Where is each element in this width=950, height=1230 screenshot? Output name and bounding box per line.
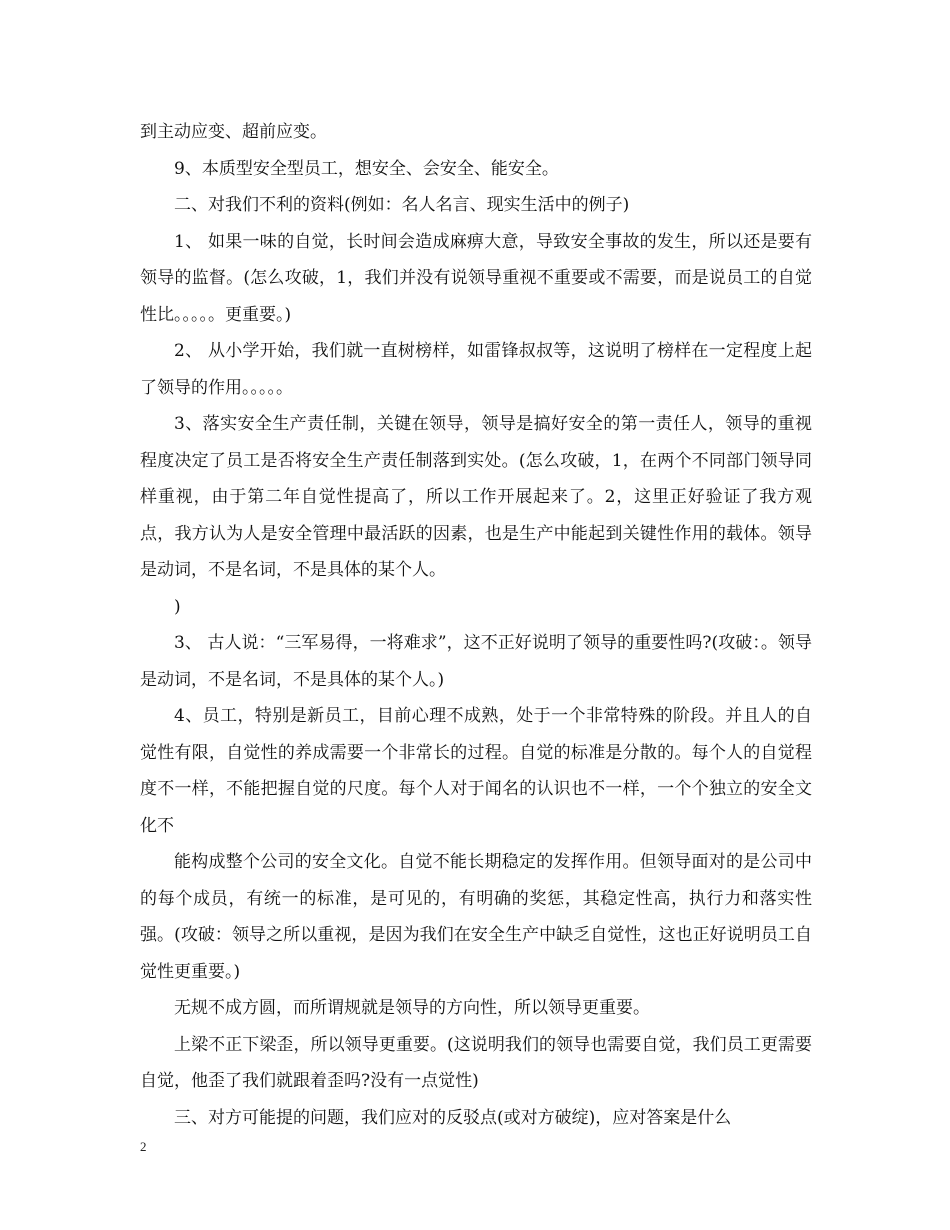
paragraph-1: 到主动应变、超前应变。	[140, 122, 327, 142]
paragraph-point-3-ancient-saying: 3、 古人说：“三军易得，一将难求”，这不正好说明了领导的重要性吗?(攻破：。领导是动词，不是名词，不是具体的某个人。)	[140, 633, 812, 690]
paragraph-point-2: 2、 从小学开始，我们就一直树榜样，如雷锋叔叔等，这说明了榜样在一定程度上起了领导的作用。。。。。	[140, 341, 812, 398]
section-heading-opponent-questions: 三、对方可能提的问题，我们应对的反驳点(或对方破绽)，应对答案是什么	[174, 1107, 732, 1128]
paragraph-rules: 无规不成方圆，而所谓规就是领导的方向性，所以领导更重要。	[174, 998, 650, 1018]
closing-parenthesis-line: )	[174, 596, 181, 617]
paragraph-point-4-continued: 能构成整个公司的安全文化。自觉不能长期稳定的发挥作用。但领导面对的是公司中的每个成员，有统一的标准，是可见的，有明确的奖惩，其稳定性高，执行力和落实性强。(攻破：领导之所以重视，是因为我们在安全生产中缺乏自觉性，这也正好说明员工自觉性更重要。)	[140, 852, 812, 982]
paragraph-point-1: 1、 如果一味的自觉，长时间会造成麻痹大意，导致安全事故的发生，所以还是要有领导的监督。(怎么攻破，1，我们并没有说领导重视不重要或不需要，而是说员工的自觉性比。。。。。更重要。)	[140, 231, 812, 325]
section-heading-unfavorable-materials: 二、对我们不利的资料(例如：名人名言、现实生活中的例子)	[174, 195, 630, 215]
paragraph-2: 9、本质型安全型员工，想安全、会安全、能安全。	[174, 158, 559, 179]
document-body	[140, 114, 812, 1136]
page-number: 2	[140, 1139, 147, 1154]
paragraph-upper-beam: 上梁不正下梁歪，所以领导更重要。(这说明我们的领导也需要自觉，我们员工更需要自觉，他歪了我们就跟着歪吗?没有一点觉性)	[140, 1034, 812, 1091]
paragraph-point-3: 3、落实安全生产责任制，关键在领导，领导是搞好安全的第一责任人，领导的重视程度决定了员工是否将安全生产责任制落到实处。(怎么攻破，1，在两个不同部门领导同样重视，由于第二年自觉性提高了，所以工作开展起来了。2，这里正好验证了我方观点，我方认为人是安全管理中最活跃的因素，也是生产中能起到关键性作用的载体。领导是动词，不是名词，不是具体的某个人。	[140, 414, 812, 580]
paragraph-point-4: 4、员工，特别是新员工，目前心理不成熟，处于一个非常特殊的阶段。并且人的自觉性有限，自觉性的养成需要一个非常长的过程。自觉的标准是分散的。每个人的自觉程度不一样，不能把握自觉的尺度。每个人对于闻名的认识也不一样，一个个独立的安全文化不	[140, 706, 812, 836]
